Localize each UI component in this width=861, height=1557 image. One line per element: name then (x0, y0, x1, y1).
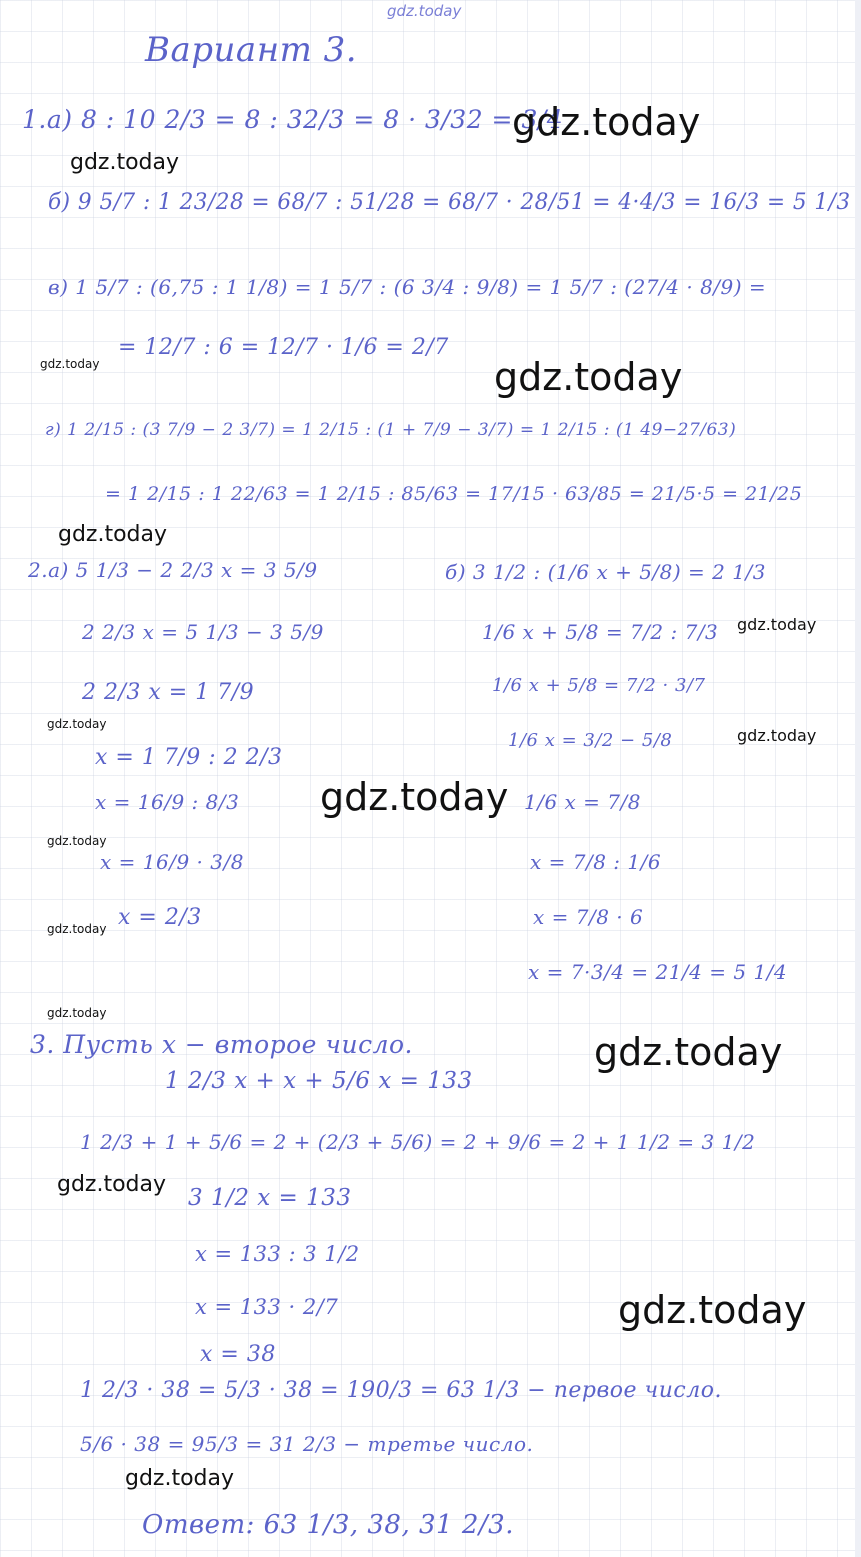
watermark-16: gdz.today (125, 1466, 235, 1491)
line-3-7: x = 38 (200, 1342, 276, 1367)
watermark-6: gdz.today (737, 615, 817, 634)
watermark-9: gdz.today (320, 775, 509, 819)
line-3-5: x = 133 : 3 1/2 (195, 1242, 360, 1266)
watermark-8: gdz.today (737, 726, 817, 745)
line-2a-4: x = 1 7/9 : 2 2/3 (95, 745, 283, 770)
watermark-5: gdz.today (58, 522, 168, 547)
watermark-top: gdz.today (387, 2, 462, 20)
line-1a: 1.а) 8 : 10 2/3 = 8 : 32/3 = 8 · 3/32 = 3/4 (22, 105, 564, 134)
line-1b: б) 9 5/7 : 1 23/28 = 68/7 : 51/28 = 68/7 · 28/51 = 4·4/3 = 16/3 = 5 1/3 (48, 190, 851, 215)
line-3-4: 3 1/2 x = 133 (188, 1185, 352, 1211)
watermark-12: gdz.today (47, 1006, 107, 1020)
line-2b-8: x = 7·3/4 = 21/4 = 5 1/4 (528, 960, 788, 984)
line-2a-2: 2 2/3 x = 5 1/3 − 3 5/9 (82, 620, 324, 644)
watermark-11: gdz.today (47, 922, 107, 936)
line-1g: г) 1 2/15 : (3 7/9 − 2 3/7) = 1 2/15 : (1 + 7/9 − 3/7) = 1 2/15 : (1 49−27/63) (45, 420, 737, 440)
watermark-4: gdz.today (494, 355, 683, 399)
line-2b-2: 1/6 x + 5/8 = 7/2 : 7/3 (482, 620, 719, 644)
line-1v-cont: = 12/7 : 6 = 12/7 · 1/6 = 2/7 (118, 335, 449, 360)
line-2a-3: 2 2/3 x = 1 7/9 (82, 680, 255, 705)
watermark-3: gdz.today (40, 357, 100, 371)
watermark-13: gdz.today (594, 1030, 783, 1074)
answer: Ответ: 63 1/3, 38, 31 2/3. (142, 1510, 514, 1540)
line-3-2: 1 2/3 x + x + 5/6 x = 133 (165, 1068, 473, 1094)
line-3-8: 1 2/3 · 38 = 5/3 · 38 = 190/3 = 63 1/3 − первое число. (80, 1378, 722, 1403)
line-1g-cont: = 1 2/15 : 1 22/63 = 1 2/15 : 85/63 = 17/15 · 63/85 = 21/5·5 = 21/25 (105, 483, 803, 505)
line-2a-5: x = 16/9 : 8/3 (95, 790, 240, 814)
line-1v: в) 1 5/7 : (6,75 : 1 1/8) = 1 5/7 : (6 3/4 : 9/8) = 1 5/7 : (27/4 · 8/9) = (48, 275, 767, 299)
line-3-6: x = 133 · 2/7 (195, 1295, 339, 1319)
watermark-15: gdz.today (618, 1288, 807, 1332)
line-3-9: 5/6 · 38 = 95/3 = 31 2/3 − третье число. (80, 1432, 534, 1456)
line-2a-6: x = 16/9 · 3/8 (100, 850, 244, 874)
watermark-10: gdz.today (47, 834, 107, 848)
line-2b-4: 1/6 x = 3/2 − 5/8 (508, 730, 673, 751)
watermark-14: gdz.today (57, 1172, 167, 1197)
watermark-2: gdz.today (70, 150, 180, 175)
line-3-3: 1 2/3 + 1 + 5/6 = 2 + (2/3 + 5/6) = 2 + 9/6 = 2 + 1 1/2 = 3 1/2 (80, 1130, 756, 1154)
line-2b-1: б) 3 1/2 : (1/6 x + 5/8) = 2 1/3 (445, 560, 766, 584)
line-2b-7: x = 7/8 · 6 (533, 905, 644, 929)
title: Вариант 3. (145, 30, 358, 70)
line-2a-7: x = 2/3 (118, 905, 202, 930)
line-2b-3: 1/6 x + 5/8 = 7/2 · 3/7 (492, 675, 706, 696)
line-3-1: 3. Пусть x − второе число. (30, 1030, 413, 1059)
watermark-7: gdz.today (47, 717, 107, 731)
line-2b-5: 1/6 x = 7/8 (524, 790, 641, 814)
page-edge (855, 0, 861, 1557)
line-2b-6: x = 7/8 : 1/6 (530, 850, 662, 874)
watermark-1: gdz.today (512, 100, 701, 144)
line-2a-1: 2.а) 5 1/3 − 2 2/3 x = 3 5/9 (28, 558, 318, 582)
